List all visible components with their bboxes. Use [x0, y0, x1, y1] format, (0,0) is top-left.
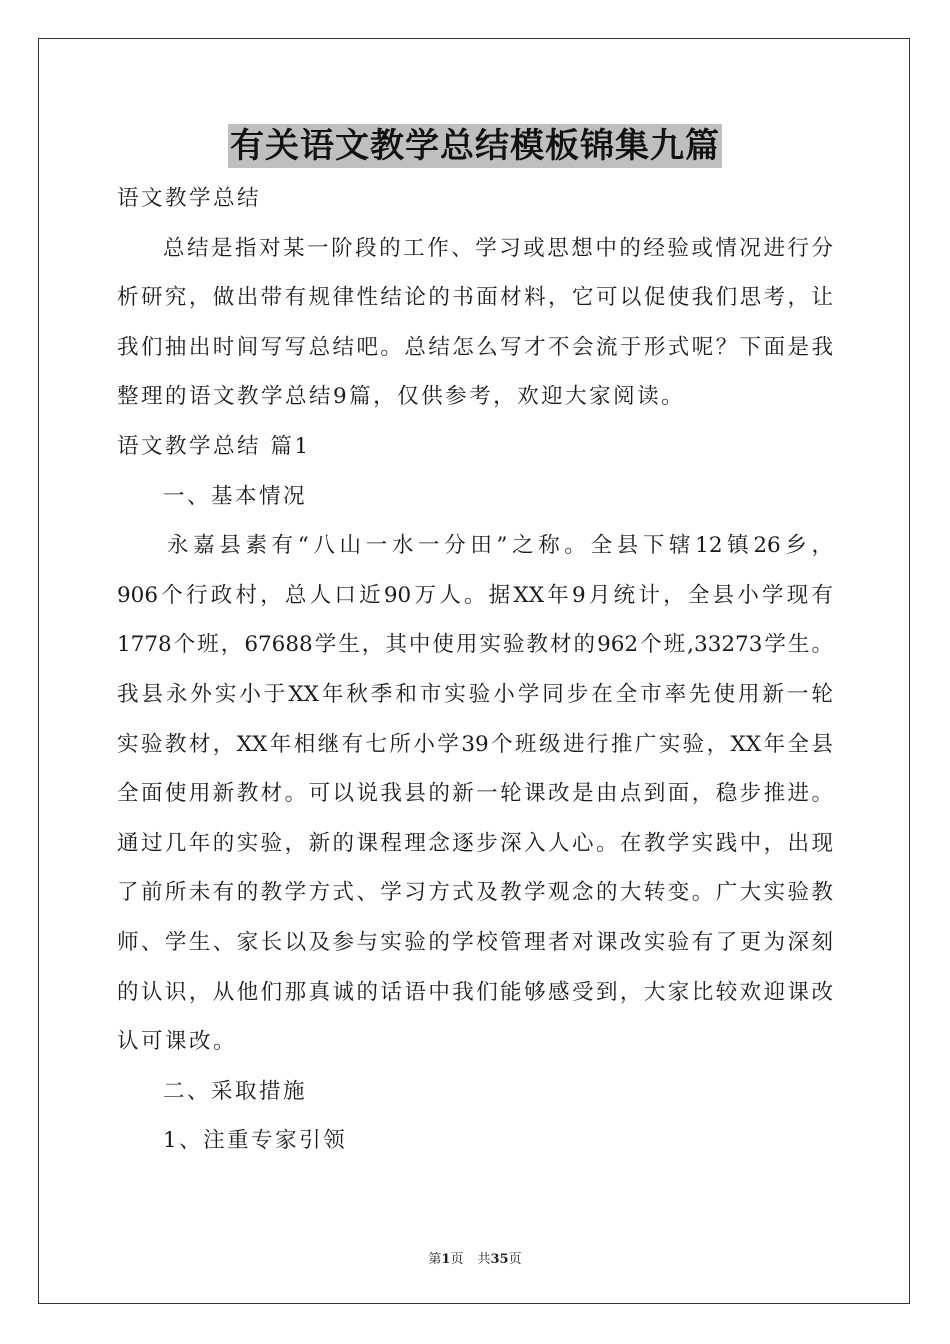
text-line: 认可课改。 [117, 1029, 238, 1055]
document-body [117, 174, 833, 1166]
text-line: 总结是指对某一阶段的工作、学习或思想中的经验或情况进行分 [163, 235, 833, 261]
page-footer [0, 1248, 950, 1267]
text-line: 1778个班，67688学生，其中使用实验教材的962个班,33273学生。 [117, 632, 833, 658]
title-container [0, 124, 950, 168]
text-line: 通过几年的实验，新的课程理念逐步深入人心。在教学实践中，出现 [117, 830, 833, 856]
text-line: 语文教学总结 [117, 186, 262, 211]
text-line: 的认识，从他们那真诚的话语中我们能够感受到，大家比较欢迎课改 [117, 979, 833, 1005]
text-line: 了前所未有的教学方式、学习方式及教学观念的大转变。广大实验教 [117, 880, 833, 906]
text-line: 二、采取措施 [163, 1078, 308, 1104]
text-line: 实验教材，XX年相继有七所小学39个班级进行推广实验，XX年全县 [117, 731, 833, 757]
page-number: 1 [441, 1252, 451, 1267]
text-line: 我们抽出时间写写总结吧。总结怎么写才不会流于形式呢？下面是我 [117, 334, 833, 360]
document-title: 有关语文教学总结模板锦集九篇 [230, 126, 720, 166]
total-pages: 35 [490, 1252, 509, 1267]
text-line: 我县永外实小于XX年秋季和市实验小学同步在全市率先使用新一轮 [117, 681, 833, 707]
text-line: 析研究，做出带有规律性结论的书面材料，它可以促使我们思考，让 [117, 285, 833, 311]
page-suffix: 页 [450, 1252, 464, 1267]
text-line: 永嘉县素有“八山一水一分田”之称。全县下辖12镇26乡， [167, 533, 833, 559]
text-line: 一、基本情况 [163, 483, 308, 509]
text-line: 语文教学总结 篇1 [117, 433, 311, 459]
text-line: 906个行政村，总人口近90万人。据XX年9月统计，全县小学现有 [117, 582, 833, 608]
text-line: 整理的语文教学总结9篇，仅供参考，欢迎大家阅读。 [117, 384, 686, 410]
text-line: 师、学生、家长以及参与实验的学校管理者对课改实验有了更为深刻 [117, 929, 833, 955]
text-line: 全面使用新教材。可以说我县的新一轮课改是由点到面，稳步推进。 [117, 781, 833, 807]
total-suffix: 页 [508, 1252, 522, 1267]
page-prefix: 第 [428, 1252, 442, 1267]
total-prefix: 共 [477, 1252, 491, 1267]
text-line: 1、注重专家引领 [163, 1128, 348, 1154]
